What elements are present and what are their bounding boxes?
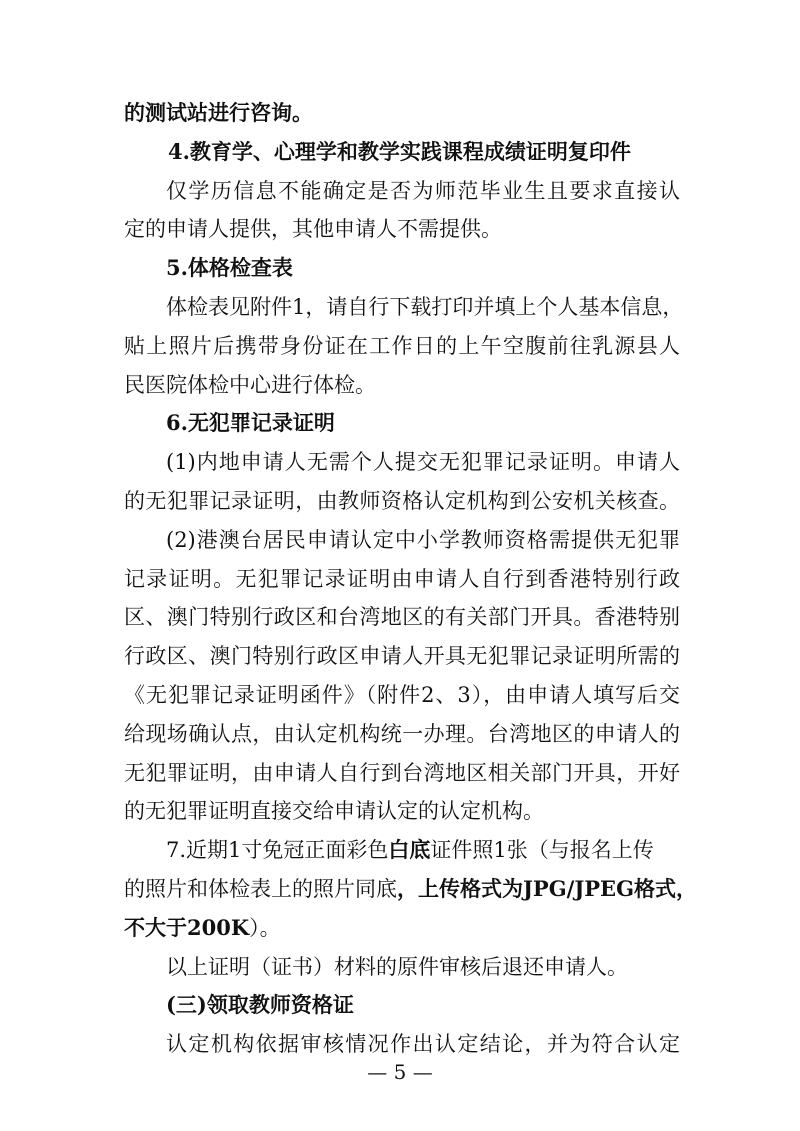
text-line: 行政区、澳门特别行政区申请人开具无犯罪记录证明所需的: [124, 644, 680, 669]
text-line: 《无犯罪记录证明函件》（附件2、3），由申请人填写后交: [124, 683, 680, 707]
text-line: 的无犯罪记录证明，由教师资格认定机构到公安机关核查。: [124, 489, 680, 513]
text-line: 的无犯罪证明直接交给申请认定的认定机构。: [124, 799, 544, 824]
text-line: 以上证明（证书）材料的原件审核后退还申请人。: [166, 954, 628, 979]
text-line: 给现场确认点，由认定机构统一办理。台湾地区的申请人的: [124, 721, 680, 746]
text-line: 体检表见附件1，请自行下载打印并填上个人基本信息，: [166, 295, 684, 319]
page-number: — 5 —: [367, 1060, 433, 1084]
text-run: ）。: [249, 915, 281, 940]
text-line: [124, 874, 697, 904]
emphasis-white-background: 白底: [388, 837, 431, 863]
emphasis-upload-format: ，上传格式为JPG/JPEG格式，: [397, 876, 697, 901]
section-heading-6: 6.无犯罪记录证明: [166, 410, 335, 436]
text-line: 的测试站进行咨询。: [124, 100, 313, 125]
text-line: 记录证明。无犯罪记录证明由申请人自行到香港特别行政: [124, 566, 680, 591]
section-heading-5: 5.体格检查表: [166, 255, 293, 281]
text-line: 定的申请人提供，其他申请人不需提供。: [124, 217, 502, 242]
text-line: 民医院体检中心进行体检。: [124, 372, 376, 397]
text-run: 7.近期1寸免冠正面彩色: [166, 838, 389, 863]
text-run: 证件照1张（与报名上传: [430, 838, 654, 863]
text-line-item-7: [166, 835, 680, 865]
text-line: (2)港澳台居民申请认定中小学教师资格需提供无犯罪: [166, 527, 680, 552]
section-heading-3: (三)领取教师资格证: [166, 992, 354, 1018]
text-line: [124, 913, 680, 943]
text-line: 区、澳门特别行政区和台湾地区的有关部门开具。香港特别: [124, 605, 680, 630]
text-line: (1)内地申请人无需个人提交无犯罪记录证明。申请人: [166, 450, 680, 475]
text-run: 的照片和体检表上的照片同底: [124, 877, 397, 901]
text-line: 贴上照片后携带身份证在工作日的上午空腹前往乳源县人: [124, 333, 680, 358]
text-line: 无犯罪证明，由申请人自行到台湾地区相关部门开具，开好: [124, 760, 680, 785]
text-line: 认定机构依据审核情况作出认定结论，并为符合认定: [166, 1032, 680, 1057]
section-heading-4: 4.教育学、心理学和教学实践课程成绩证明复印件: [168, 138, 631, 164]
text-line: 仅学历信息不能确定是否为师范毕业生且要求直接认: [166, 178, 680, 203]
emphasis-size-limit: 不大于200K: [124, 914, 250, 940]
